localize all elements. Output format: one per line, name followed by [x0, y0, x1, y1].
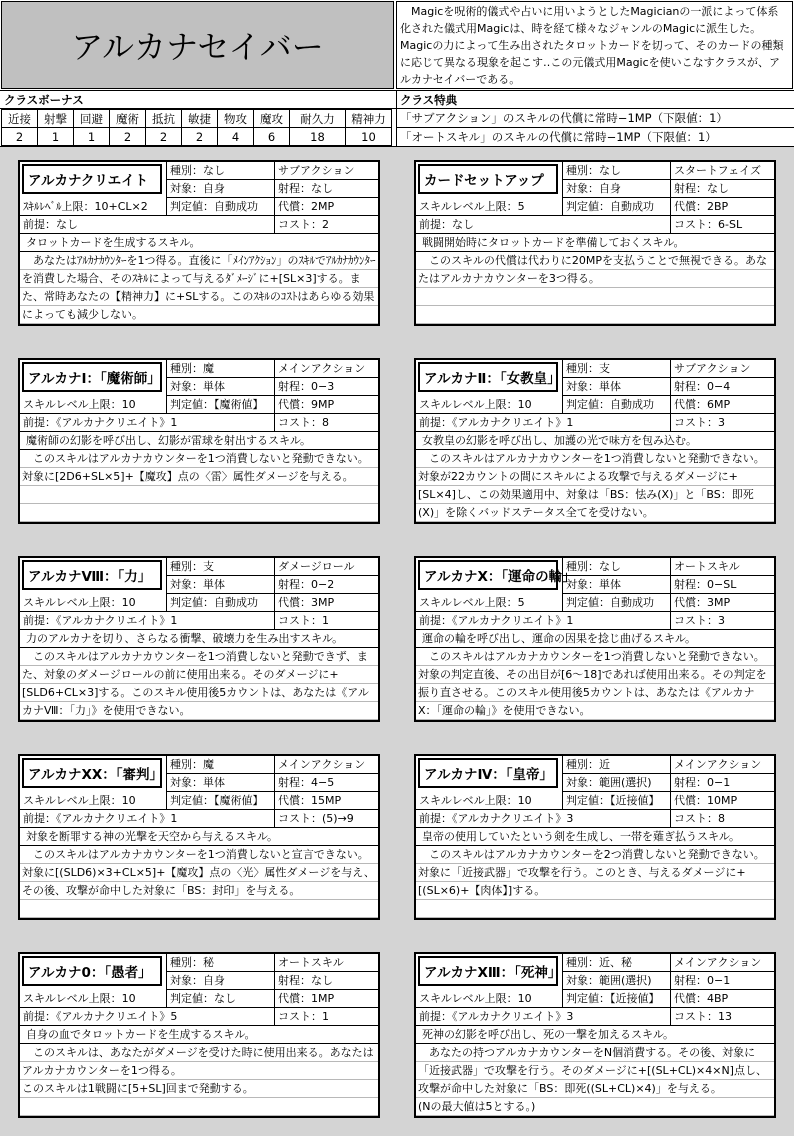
skill-judge: 判定値：自動成功 [562, 396, 670, 414]
divider [396, 90, 397, 146]
skill-level-cap: スキルレベル上限：10 [20, 990, 166, 1008]
skill-card [414, 754, 776, 920]
skill-card [18, 556, 380, 722]
skill-summary: 力のアルカナを切り、さらなる衝撃、破壊力を生み出すスキル。 [20, 630, 378, 648]
bonus-header: 魔攻 [254, 110, 290, 128]
skill-cost: コスト：2 [274, 216, 378, 234]
skill-effect: このスキルはアルカナカウンターを1つ消費しないと発動できない。対象に[2D6+SL×5]+【魔攻】点の〈雷〉属性ダメージを与える。 [20, 450, 378, 522]
skill-range: 射程：なし [274, 180, 378, 198]
bonus-header: 精神力 [346, 110, 392, 128]
class-bonus-table [1, 109, 392, 146]
skill-target: 対象：範囲(選択) [562, 774, 670, 792]
skill-name: アルカナⅧ：「力」 [22, 560, 162, 590]
skill-action: サブアクション [274, 162, 378, 180]
skill-cost: コスト：1 [274, 1008, 378, 1026]
skill-range: 射程：なし [670, 180, 774, 198]
skill-prereq: 前提：《アルカナクリエイト》5 [20, 1008, 274, 1026]
skill-name: アルカナⅠ：「魔術師」 [22, 362, 162, 392]
skill-cost: コスト：3 [670, 414, 774, 432]
class-header [0, 0, 794, 147]
bonus-value: 2 [2, 128, 38, 146]
skill-cost-price: 代償：3MP [670, 594, 774, 612]
skill-cost: コスト：8 [274, 414, 378, 432]
bonus-value: 10 [346, 128, 392, 146]
skill-target: 対象：単体 [562, 378, 670, 396]
bonus-header: 射撃 [38, 110, 74, 128]
skill-card [414, 556, 776, 722]
skill-level-cap: スキルレベル上限：10 [20, 594, 166, 612]
divider [0, 146, 794, 147]
skill-cost-price: 代償：4BP [670, 990, 774, 1008]
skill-prereq: 前提：《アルカナクリエイト》3 [416, 810, 670, 828]
skill-cost-price: 代償：2BP [670, 198, 774, 216]
skill-cost-price: 代償：9MP [274, 396, 378, 414]
class-perk: 「オートスキル」のスキルの代償に常時−1MP（下限値：1） [400, 130, 717, 144]
skill-judge: 判定値：自動成功 [166, 594, 274, 612]
skill-type: 種別：支 [562, 360, 670, 378]
skill-type: 種別：近 [562, 756, 670, 774]
skill-target: 対象：単体 [562, 576, 670, 594]
skill-prereq: 前提：なし [416, 216, 670, 234]
bonus-value: 2 [110, 128, 146, 146]
skill-target: 対象：単体 [166, 378, 274, 396]
skill-range: 射程：0−1 [670, 774, 774, 792]
skill-effect: このスキルはアルカナカウンターを1つ消費しないと宣言できない。対象に[(SLD6)×3+CL×5]+【魔攻】点の〈光〉属性ダメージを与え、その後、攻撃が命中した対象に「BS：封印」を与える。 [20, 846, 378, 918]
skill-judge: 判定値：【魔術値】 [166, 792, 274, 810]
skill-card [18, 952, 380, 1118]
skill-level-cap: スキルレベル上限：10 [20, 396, 166, 414]
skill-prereq: 前提：なし [20, 216, 274, 234]
skill-action: ダメージロール [274, 558, 378, 576]
skill-name: アルカナⅩ：「運命の輪」 [418, 560, 558, 590]
skill-range: 射程：0−3 [274, 378, 378, 396]
bonus-header: 近接 [2, 110, 38, 128]
skill-type: 種別：魔 [166, 756, 274, 774]
bonus-header: 回避 [74, 110, 110, 128]
bonus-value: 2 [146, 128, 182, 146]
skill-name: アルカナクリエイト [22, 164, 162, 194]
skill-name: アルカナ0：「愚者」 [22, 956, 162, 986]
class-title: アルカナセイバー [1, 1, 394, 89]
skill-judge: 判定値：自動成功 [562, 594, 670, 612]
skill-cost: コスト：13 [670, 1008, 774, 1026]
skill-judge: 判定値：【魔術値】 [166, 396, 274, 414]
bonus-header-row [2, 110, 392, 128]
skill-summary: 自身の血でタロットカードを生成するスキル。 [20, 1026, 378, 1044]
divider [0, 90, 794, 91]
skill-action: メインアクション [274, 360, 378, 378]
skill-cost-price: 代償：15MP [274, 792, 378, 810]
skill-level-cap: スキルレベル上限：10 [416, 396, 562, 414]
skill-type: 種別：なし [562, 558, 670, 576]
skill-cost: コスト：1 [274, 612, 378, 630]
skill-effect: このスキルはアルカナカウンターを1つ消費しないと発動できない。対象が22カウントの間にスキルによる攻撃で与えるダメージに+[SL×4]し、この効果適用中、対象は「BS：怯み(X)」と「BS：即死(X)」を除くバッドステータス全てを受けない。 [416, 450, 774, 522]
skill-card [18, 358, 380, 524]
skill-cost-price: 代償：1MP [274, 990, 378, 1008]
bonus-value: 18 [290, 128, 346, 146]
skill-effect: このスキルの代償は代わりに20MPを支払うことで無視できる。あなたはアルカナカウンターを3つ得る。 [416, 252, 774, 324]
skill-type: 種別：秘 [166, 954, 274, 972]
skill-prereq: 前提：《アルカナクリエイト》1 [416, 612, 670, 630]
class-perk: 「サブアクション」のスキルの代償に常時−1MP（下限値：1） [400, 111, 728, 125]
skill-type: 種別：なし [562, 162, 670, 180]
skill-prereq: 前提：《アルカナクリエイト》3 [416, 1008, 670, 1026]
skill-level-cap: ｽｷﾙﾚﾍﾞﾙ上限：10+CL×2 [20, 198, 166, 216]
skill-range: 射程：0−1 [670, 972, 774, 990]
skill-range: 射程：なし [274, 972, 378, 990]
skill-prereq: 前提：《アルカナクリエイト》1 [416, 414, 670, 432]
skill-type: 種別：魔 [166, 360, 274, 378]
bonus-value: 4 [218, 128, 254, 146]
skill-target: 対象：自身 [166, 972, 274, 990]
bonus-header: 敏捷 [182, 110, 218, 128]
skill-summary: 女教皇の幻影を呼び出し、加護の光で味方を包み込む。 [416, 432, 774, 450]
skill-range: 射程：0−4 [670, 378, 774, 396]
skill-target: 対象：自身 [166, 180, 274, 198]
skill-level-cap: スキルレベル上限：10 [416, 792, 562, 810]
skill-effect: あなたはｱﾙｶﾅｶｳﾝﾀｰを1つ得る。直後に「ﾒｲﾝｱｸｼｮﾝ」のｽｷﾙでｱﾙｶﾅｶｳﾝﾀｰを消費した場合、そのｽｷﾙによって与えるﾀﾞﾒｰｼﾞに+[SL×3]する。また、常時あなたの【精神力】に+SLする。このｽｷﾙのｺｽﾄはあらゆる効果によっても減少しない。 [20, 252, 378, 324]
skill-action: サブアクション [670, 360, 774, 378]
skill-effect: このスキルはアルカナカウンターを2つ消費しないと発動できない。対象に「近接武器」で攻撃を行う。このとき、与えるダメージに+[(SL×6)+【肉体】]する。 [416, 846, 774, 918]
skill-cost-price: 代償：6MP [670, 396, 774, 414]
skill-effect: このスキルは、あなたがダメージを受けた時に使用出来る。あなたはアルカナカウンターを1つ得る。 このスキルは1戦闘に[5+SL]回まで発動する。 [20, 1044, 378, 1116]
skill-prereq: 前提：《アルカナクリエイト》1 [20, 810, 274, 828]
skill-effect: このスキルはアルカナカウンターを1つ消費しないと発動できない。対象の判定直後、その出目が[6〜18]であれば使用出来る。その判定を振り直させる。このスキル使用後5カウントは、あなたは《アルカナⅩ：「運命の輪」》を使用できない。 [416, 648, 774, 720]
skill-summary: 対象を断罪する神の光撃を天空から与えるスキル。 [20, 828, 378, 846]
skill-prereq: 前提：《アルカナクリエイト》1 [20, 612, 274, 630]
skill-range: 射程：0−2 [274, 576, 378, 594]
skill-effect: あなたの持つアルカナカウンターをN個消費する。その後、対象に「近接武器」で攻撃を行う。そのダメージに+[(SL+CL)×4×N]点し、攻撃が命中した対象に「BS：即死((SL+CL)×4)」を与える。 (Nの最大値は5とする。) [416, 1044, 774, 1116]
skill-type: 種別：近、秘 [562, 954, 670, 972]
skill-action: メインアクション [670, 954, 774, 972]
skill-level-cap: スキルレベル上限：5 [416, 198, 562, 216]
skill-cost: コスト：3 [670, 612, 774, 630]
skill-target: 対象：単体 [166, 774, 274, 792]
bonus-header: 物攻 [218, 110, 254, 128]
bonus-header: 魔術 [110, 110, 146, 128]
skill-card [414, 358, 776, 524]
class-perks-label: クラス特典 [400, 93, 458, 107]
bonus-value: 1 [74, 128, 110, 146]
skill-target: 対象：範囲(選択) [562, 972, 670, 990]
skill-summary: 運命の輪を呼び出し、運命の因果を捻じ曲げるスキル。 [416, 630, 774, 648]
skill-type: 種別：支 [166, 558, 274, 576]
skill-summary: 戦闘開始時にタロットカードを準備しておくスキル。 [416, 234, 774, 252]
bonus-header: 抵抗 [146, 110, 182, 128]
skill-card [18, 160, 380, 326]
skill-summary: 魔術師の幻影を呼び出し、幻影が雷球を射出するスキル。 [20, 432, 378, 450]
skill-name: カードセットアップ [418, 164, 558, 194]
bonus-value: 6 [254, 128, 290, 146]
skill-effect: このスキルはアルカナカウンターを1つ消費しないと発動できず、また、対象のダメージロールの前に使用出来る。そのダメージに+[SLD6+CL×3]する。このスキル使用後5カウントは、あなたは《アルカナⅧ：「力」》を使用できない。 [20, 648, 378, 720]
skill-level-cap: スキルレベル上限：5 [416, 594, 562, 612]
skill-action: スタートフェイズ [670, 162, 774, 180]
skill-action: オートスキル [274, 954, 378, 972]
skill-judge: 判定値：自動成功 [562, 198, 670, 216]
skill-name: アルカナⅩⅩ：「審判」 [22, 758, 162, 788]
skill-name: アルカナⅡ：「女教皇」 [418, 362, 558, 392]
skill-card [18, 754, 380, 920]
skill-action: オートスキル [670, 558, 774, 576]
bonus-value: 1 [38, 128, 74, 146]
skill-cost-price: 代償：3MP [274, 594, 378, 612]
skill-judge: 判定値：【近接値】 [562, 990, 670, 1008]
class-bonus-label: クラスボーナス [4, 93, 84, 107]
skill-cost: コスト：6-SL [670, 216, 774, 234]
skill-level-cap: スキルレベル上限：10 [416, 990, 562, 1008]
skill-target: 対象：自身 [562, 180, 670, 198]
skill-range: 射程：4−5 [274, 774, 378, 792]
skill-judge: 判定値：【近接値】 [562, 792, 670, 810]
skill-cost: コスト：8 [670, 810, 774, 828]
skill-range: 射程：0−SL [670, 576, 774, 594]
skill-name: アルカナⅣ：「皇帝」 [418, 758, 558, 788]
skill-name: アルカナⅩⅢ：「死神」 [418, 956, 558, 986]
skill-target: 対象：単体 [166, 576, 274, 594]
skill-summary: 死神の幻影を呼び出し、死の一撃を加えるスキル。 [416, 1026, 774, 1044]
skill-card [414, 160, 776, 326]
bonus-header: 耐久力 [290, 110, 346, 128]
skill-prereq: 前提：《アルカナクリエイト》1 [20, 414, 274, 432]
skill-cost: コスト：(5)→9 [274, 810, 378, 828]
class-description: Magicを呪術的儀式や占いに用いようとしたMagicianの一派によって体系化された儀式用Magicは、時を経て様々なジャンルのMagicに派生した。 Magicの力によって生み出されたタロットカードを切って、そのカードの種類に応じて異なる現象を起こす‥この元儀式用Magicを使いこなすクラスが、アルカナセイバーである。 [396, 1, 793, 89]
bonus-value: 2 [182, 128, 218, 146]
skill-action: メインアクション [274, 756, 378, 774]
skill-card [414, 952, 776, 1118]
skill-judge: 判定値：なし [166, 990, 274, 1008]
bonus-value-row [2, 128, 392, 146]
skill-summary: 皇帝の使用していたという剣を生成し、一帯を薙ぎ払うスキル。 [416, 828, 774, 846]
skill-judge: 判定値：自動成功 [166, 198, 274, 216]
skill-action: メインアクション [670, 756, 774, 774]
skill-cost-price: 代償：10MP [670, 792, 774, 810]
skill-summary: タロットカードを生成するスキル。 [20, 234, 378, 252]
divider [397, 127, 794, 128]
skill-cost-price: 代償：2MP [274, 198, 378, 216]
skill-type: 種別：なし [166, 162, 274, 180]
skill-level-cap: スキルレベル上限：10 [20, 792, 166, 810]
